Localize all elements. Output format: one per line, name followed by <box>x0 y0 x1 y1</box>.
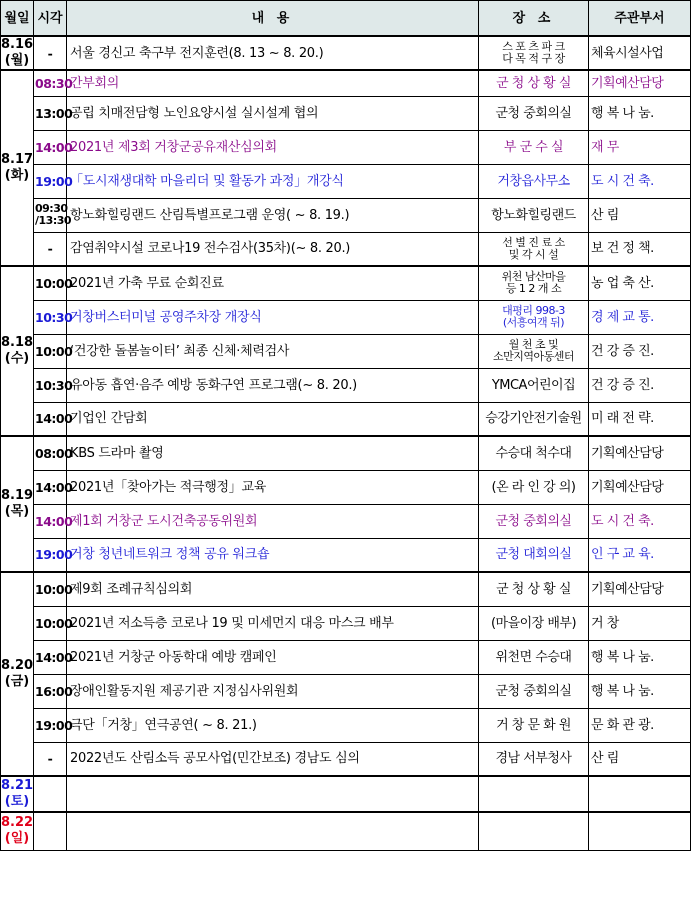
table-row <box>1 708 691 742</box>
place-cell <box>479 776 589 812</box>
time-cell <box>34 812 67 850</box>
table-row <box>1 402 691 436</box>
dept-cell: 인 구 교 육. <box>589 538 691 572</box>
table-row <box>1 504 691 538</box>
time-cell: 09:30 /13:30 <box>34 198 67 232</box>
header-content: 내 용 <box>67 1 479 37</box>
dept-cell: 행 복 나 눔. <box>589 640 691 674</box>
time-cell: - <box>34 36 67 70</box>
content-cell: 2021년 거창군 아동학대 예방 캠페인 <box>67 640 479 674</box>
dept-cell: 기획예산담당 <box>589 436 691 470</box>
table-row <box>1 36 691 70</box>
time-cell: 14:00 <box>34 504 67 538</box>
date-value: 8.19 <box>1 488 34 503</box>
dept-cell: 도 시 건 축. <box>589 164 691 198</box>
date-cell <box>1 266 34 436</box>
date-cell <box>1 436 34 572</box>
date-value: 8.20 <box>1 658 34 673</box>
place-cell <box>479 812 589 850</box>
dept-cell <box>589 812 691 850</box>
content-cell: 2021년「찾아가는 적극행정」교육 <box>67 470 479 504</box>
content-cell: ‘건강한 돌봄놀이터’ 최종 신체·체력검사 <box>67 334 479 368</box>
date-value: 8.18 <box>1 335 34 350</box>
table-row <box>1 164 691 198</box>
table-row <box>1 640 691 674</box>
date-cell <box>1 36 34 70</box>
place-cell: YMCA어린이집 <box>479 368 589 402</box>
dept-cell: 행 복 나 눔. <box>589 674 691 708</box>
dept-cell: 건 강 증 진. <box>589 368 691 402</box>
content-cell: 간부회의 <box>67 70 479 96</box>
content-cell: 2021년 가축 무료 순회진료 <box>67 266 479 300</box>
table-row <box>1 266 691 300</box>
date-value: 8.16 <box>1 37 34 52</box>
header-row <box>1 1 691 37</box>
time-cell: - <box>34 232 67 266</box>
dept-cell: 미 래 전 략. <box>589 402 691 436</box>
weekday-label: (일) <box>4 831 30 847</box>
content-cell <box>67 812 479 850</box>
table-row <box>1 368 691 402</box>
table-row <box>1 470 691 504</box>
header-place: 장 소 <box>479 1 589 37</box>
schedule-body <box>1 36 691 850</box>
dept-cell: 기획예산담당 <box>589 470 691 504</box>
dept-cell: 체육시설사업 <box>589 36 691 70</box>
table-row <box>1 436 691 470</box>
place-cell: 월 천 초 및 소만지역아동센터 <box>479 334 589 368</box>
place-cell: 부 군 수 실 <box>479 130 589 164</box>
content-cell: 2021년 제3회 거창군공유재산심의회 <box>67 130 479 164</box>
dept-cell: 경 제 교 통. <box>589 300 691 334</box>
time-cell <box>34 776 67 812</box>
time-cell: 16:00 <box>34 674 67 708</box>
place-cell: 거창읍사무소 <box>479 164 589 198</box>
time-cell: 08:30 <box>34 70 67 96</box>
date-cell <box>1 776 34 812</box>
dept-cell: 재 무 <box>589 130 691 164</box>
time-cell: 10:00 <box>34 266 67 300</box>
content-cell: 제1회 거창군 도시건축공동위원회 <box>67 504 479 538</box>
place-cell: 군 청 상 황 실 <box>479 70 589 96</box>
content-cell: 2021년 저소득층 코로나 19 및 미세먼지 대응 마스크 배부 <box>67 606 479 640</box>
place-cell: 경남 서부청사 <box>479 742 589 776</box>
content-cell <box>67 776 479 812</box>
header-dept: 주관부서 <box>589 1 691 37</box>
table-row <box>1 572 691 606</box>
date-value: 8.21 <box>1 778 34 793</box>
table-row <box>1 198 691 232</box>
place-cell: 위천 남산마을 등 1 2 개 소 <box>479 266 589 300</box>
date-cell <box>1 572 34 776</box>
table-row <box>1 776 691 812</box>
time-cell: 19:00 <box>34 538 67 572</box>
header-time: 시각 <box>34 1 67 37</box>
content-cell: KBS 드라마 촬영 <box>67 436 479 470</box>
place-cell: 군청 중회의실 <box>479 96 589 130</box>
content-cell: 장애인활동지원 제공기관 지정심사위원회 <box>67 674 479 708</box>
dept-cell: 기획예산담당 <box>589 572 691 606</box>
place-cell: 군청 대회의실 <box>479 538 589 572</box>
dept-cell: 보 건 정 책. <box>589 232 691 266</box>
date-cell <box>1 812 34 850</box>
time-cell: 14:00 <box>34 470 67 504</box>
weekday-label: (금) <box>4 674 30 689</box>
table-row <box>1 300 691 334</box>
place-cell: 대평리 998-3 (서흥여객 뒤) <box>479 300 589 334</box>
weekday-label: (목) <box>4 504 30 519</box>
place-cell: 수승대 척수대 <box>479 436 589 470</box>
weekday-label: (월) <box>4 53 30 68</box>
time-cell: 10:00 <box>34 606 67 640</box>
time-cell: 14:00 <box>34 130 67 164</box>
place-cell: 스 포 츠 파 크 다 목 적 구 장 <box>479 36 589 70</box>
dept-cell: 산 림 <box>589 742 691 776</box>
table-row <box>1 70 691 96</box>
dept-cell: 산 림 <box>589 198 691 232</box>
place-cell: 선 별 진 료 소 및 각 시 설 <box>479 232 589 266</box>
content-cell: 기업인 간담회 <box>67 402 479 436</box>
content-cell: 극단「거창」연극공연( ~ 8. 21.) <box>67 708 479 742</box>
time-cell: 14:00 <box>34 640 67 674</box>
weekday-label: (수) <box>4 351 30 366</box>
dept-cell: 문 화 관 광. <box>589 708 691 742</box>
table-row <box>1 130 691 164</box>
weekday-label: (토) <box>4 794 30 809</box>
time-cell: 10:00 <box>34 334 67 368</box>
date-cell <box>1 70 34 266</box>
time-cell: 19:00 <box>34 708 67 742</box>
content-cell: 항노화힐링랜드 산림특별프로그램 운영( ~ 8. 19.) <box>67 198 479 232</box>
content-cell: 거창버스터미널 공영주차장 개장식 <box>67 300 479 334</box>
content-cell: 「도시재생대학 마을리더 및 활동가 과정」개강식 <box>67 164 479 198</box>
dept-cell: 건 강 증 진. <box>589 334 691 368</box>
place-cell: 군 청 상 황 실 <box>479 572 589 606</box>
content-cell: 2022년도 산림소득 공모사업(민간보조) 경남도 심의 <box>67 742 479 776</box>
place-cell: 항노화힐링랜드 <box>479 198 589 232</box>
time-cell: 13:00 <box>34 96 67 130</box>
time-cell: 08:00 <box>34 436 67 470</box>
table-row <box>1 606 691 640</box>
time-cell: - <box>34 742 67 776</box>
dept-cell <box>589 776 691 812</box>
place-cell: 거 창 문 화 원 <box>479 708 589 742</box>
date-value: 8.22 <box>1 815 34 831</box>
content-cell: 감염취약시설 코로나19 전수검사(35차)(~ 8. 20.) <box>67 232 479 266</box>
content-cell: 공립 치매전담형 노인요양시설 실시설계 협의 <box>67 96 479 130</box>
time-cell: 19:00 <box>34 164 67 198</box>
table-row <box>1 334 691 368</box>
time-cell: 10:00 <box>34 572 67 606</box>
dept-cell: 거 창 <box>589 606 691 640</box>
dept-cell: 행 복 나 눔. <box>589 96 691 130</box>
dept-cell: 도 시 건 축. <box>589 504 691 538</box>
place-cell: (마을이장 배부) <box>479 606 589 640</box>
table-row <box>1 812 691 850</box>
content-cell: 유아동 흡연·음주 예방 동화구연 프로그램(~ 8. 20.) <box>67 368 479 402</box>
dept-cell: 농 업 축 산. <box>589 266 691 300</box>
content-cell: 거창 청년네트워크 정책 공유 워크숍 <box>67 538 479 572</box>
table-row <box>1 96 691 130</box>
dept-cell: 기획예산담당 <box>589 70 691 96</box>
time-cell: 10:30 <box>34 300 67 334</box>
weekday-label: (화) <box>4 168 30 183</box>
table-row <box>1 538 691 572</box>
place-cell: 군청 중회의실 <box>479 674 589 708</box>
place-cell: 군청 중회의실 <box>479 504 589 538</box>
table-row <box>1 742 691 776</box>
content-cell: 제9회 조례규칙심의회 <box>67 572 479 606</box>
content-cell: 서울 경신고 축구부 전지훈련(8. 13 ~ 8. 20.) <box>67 36 479 70</box>
place-cell: (온 라 인 강 의) <box>479 470 589 504</box>
place-cell: 위천면 수승대 <box>479 640 589 674</box>
table-row <box>1 674 691 708</box>
table-row <box>1 232 691 266</box>
place-cell: 승강기안전기술원 <box>479 402 589 436</box>
date-value: 8.17 <box>1 152 34 167</box>
time-cell: 10:30 <box>34 368 67 402</box>
header-date: 월일 <box>1 1 34 37</box>
time-cell: 14:00 <box>34 402 67 436</box>
